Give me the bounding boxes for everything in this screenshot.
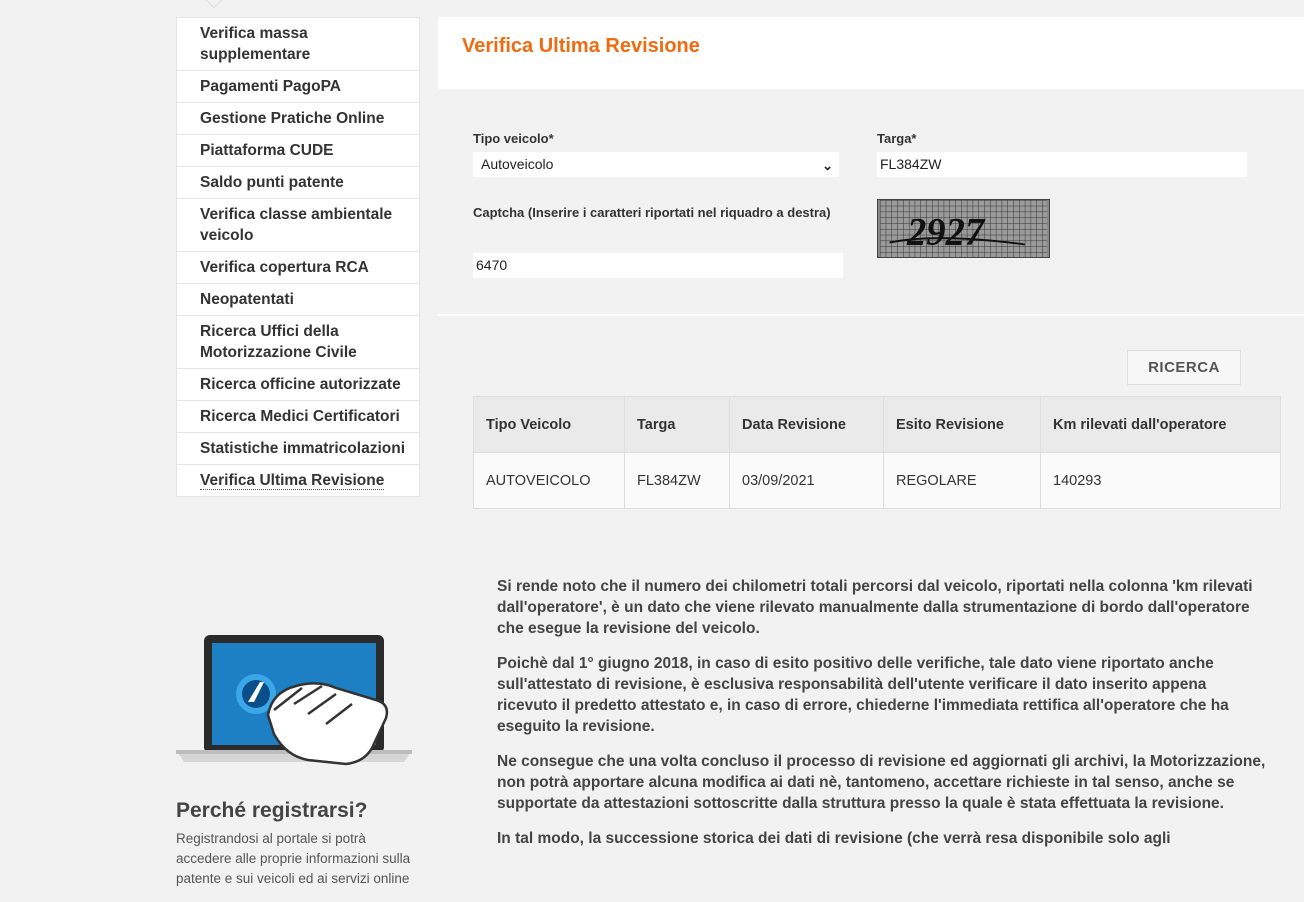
register-description: Registrandosi al portale si potrà accedere alle proprie informazioni sulla patente e sui veicoli ed ai servizi online [176, 831, 411, 886]
svg-text:2927: 2927 [906, 211, 985, 254]
sidebar-item-verifica-massa[interactable]: Verifica massa supplementare [177, 18, 419, 71]
page-header [438, 17, 1304, 89]
sidebar-item-copertura-rca[interactable]: Verifica copertura RCA [177, 252, 419, 284]
vehicle-type-value: Autoveicolo [481, 156, 554, 172]
col-esito-revisione: Esito Revisione [884, 397, 1041, 453]
sidebar-item-statistiche[interactable]: Statistiche immatricolazioni [177, 433, 419, 465]
sidebar-item-officine[interactable]: Ricerca officine autorizzate [177, 369, 419, 401]
sidebar-item-pagamenti-pagopa[interactable]: Pagamenti PagoPA [177, 71, 419, 103]
captcha-label: Captcha (Inserire i caratteri riportati nel riquadro a destra) [473, 205, 831, 220]
sidebar-item-ultima-revisione[interactable]: Verifica Ultima Revisione [200, 472, 385, 489]
cell-data-revisione: 03/09/2021 [730, 453, 884, 509]
vehicle-type-select[interactable] [473, 152, 839, 177]
table-row [474, 453, 1281, 509]
plate-label: Targa* [877, 131, 917, 146]
search-form [438, 89, 1304, 314]
captcha-image [877, 199, 1050, 258]
table-header-row [474, 397, 1281, 453]
plate-input[interactable]: FL384ZW [877, 152, 1247, 177]
disclaimer-notes [497, 576, 1267, 863]
sidebar-menu [176, 17, 420, 497]
col-tipo-veicolo: Tipo Veicolo [474, 397, 625, 453]
cell-targa: FL384ZW [625, 453, 730, 509]
sidebar-item-uffici-motorizzazione[interactable]: Ricerca Uffici della Motorizzazione Civile [177, 316, 419, 369]
note-paragraph: Ne consegue che una volta concluso il processo di revisione ed aggiornati gli archivi, la Motorizzazione, non potrà apportare alcuna modifica ai dati nè, tantomeno, accettare richieste in tal senso, anche se supportate da attestazioni sottoscritte dalla struttura presso la quale è stata effettuata la revisione. [497, 753, 1266, 812]
sidebar-item-saldo-punti[interactable]: Saldo punti patente [177, 167, 419, 199]
laptop-hand-illustration[interactable] [176, 630, 416, 780]
note-paragraph: Poichè dal 1° giugno 2018, in caso di esito positivo delle verifiche, tale dato viene riportato anche sull'attestato di revisione, è esclusiva responsabilità dell'utente verificare il dato inserito appena ricevuto il predetto attestato e, in caso di errore, chiederne l'immediata rettifica all'operatore che ha eseguito la revisione. [497, 655, 1229, 735]
sidebar-item-classe-ambientale[interactable]: Verifica classe ambientale veicolo [177, 199, 419, 252]
sidebar-item-gestione-pratiche[interactable]: Gestione Pratiche Online [177, 103, 419, 135]
search-button[interactable]: RICERCA [1127, 350, 1241, 385]
results-table [473, 396, 1281, 509]
sidebar-item-medici[interactable]: Ricerca Medici Certificatori [177, 401, 419, 433]
page-title: Verifica Ultima Revisione [462, 35, 700, 57]
captcha-input[interactable]: 6470 [473, 253, 843, 278]
section-divider [438, 314, 1304, 316]
chevron-down-icon: ⌄ [822, 158, 833, 173]
cell-esito-revisione: REGOLARE [884, 453, 1041, 509]
cell-tipo-veicolo: AUTOVEICOLO [474, 453, 625, 509]
col-data-revisione: Data Revisione [730, 397, 884, 453]
sidebar-item-piattaforma-cude[interactable]: Piattaforma CUDE [177, 135, 419, 167]
note-paragraph: Si rende noto che il numero dei chilometri totali percorsi dal veicolo, riportati nella colonna 'km rilevati dall'operatore', è un dato che viene rilevato manualmente dalla strumentazione di bordo dall'operatore che esegue la revisione del veicolo. [497, 578, 1253, 637]
register-title: Perché registrarsi? [176, 799, 368, 822]
sidebar-caret [206, 0, 223, 8]
col-km-rilevati: Km rilevati dall'operatore [1041, 397, 1281, 453]
note-paragraph: In tal modo, la successione storica dei dati di revisione (che verrà resa disponibile solo agli [497, 830, 1171, 847]
sidebar-item-neopatentati[interactable]: Neopatentati [177, 284, 419, 316]
cell-km-rilevati: 140293 [1041, 453, 1281, 509]
col-targa: Targa [625, 397, 730, 453]
vehicle-type-label: Tipo veicolo* [473, 131, 554, 146]
